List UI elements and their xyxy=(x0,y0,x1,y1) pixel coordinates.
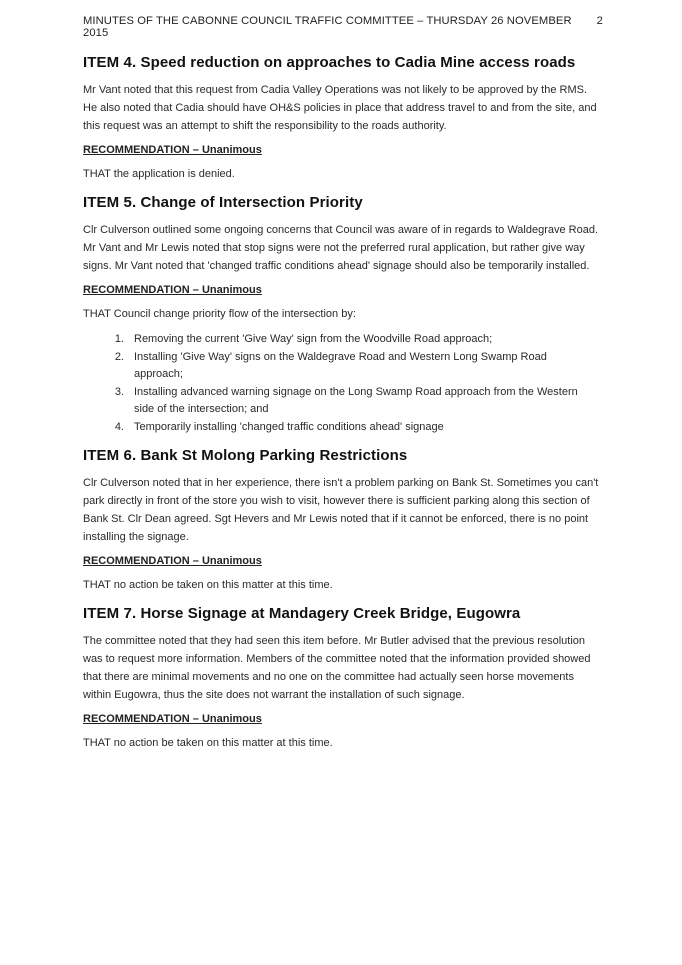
item-4-discussion: Mr Vant noted that this request from Cadia Valley Operations was not likely to be approved by the RMS. He also noted that Cadia should have OH&S policies in place that address travel to and from the site, and this request was an attempt to shift the responsibility to the roads authority. xyxy=(83,84,597,132)
list-item-number: 3. xyxy=(114,385,124,398)
item-7-recommendation-label: RECOMMENDATION – Unanimous xyxy=(83,713,262,725)
list-item-number: 2. xyxy=(114,350,124,363)
item-7-resolution: THAT no action be taken on this matter at this time. xyxy=(83,737,333,749)
list-item-text: Temporarily installing 'changed traffic conditions ahead' signage xyxy=(134,420,444,433)
header-title: MINUTES OF THE CABONNE COUNCIL TRAFFIC COMMITTEE – THURSDAY 26 NOVEMBER 2015 xyxy=(83,15,572,39)
page-header xyxy=(83,15,603,39)
list-item xyxy=(83,419,603,437)
item-5-resolution: THAT Council change priority flow of the intersection by: xyxy=(83,308,356,320)
item-5-action-list xyxy=(83,331,603,436)
item-6-resolution: THAT no action be taken on this matter at this time. xyxy=(83,579,333,591)
item-5-recommendation-label: RECOMMENDATION – Unanimous xyxy=(83,284,262,296)
item-4-resolution: THAT the application is denied. xyxy=(83,168,235,180)
item-6-discussion: Clr Culverson noted that in her experience, there isn't a problem parking on Bank St. Sometimes you can't park directly in front of the store you wish to visit, however there is sufficient parking along this section of Bank St. Clr Dean agreed. Sgt Hevers and Mr Lewis noted that if it cannot be enforced, there is no point installing the signage. xyxy=(83,477,599,543)
list-item-text: Installing 'Give Way' signs on the Waldegrave Road and Western Long Swamp Road approach; xyxy=(134,350,547,380)
item-4-heading: ITEM 4. Speed reduction on approaches to Cadia Mine access roads xyxy=(83,54,576,71)
list-item xyxy=(83,331,603,349)
page-number: 2 xyxy=(596,15,603,27)
item-7-heading: ITEM 7. Horse Signage at Mandagery Creek Bridge, Eugowra xyxy=(83,605,521,622)
item-5-section xyxy=(83,193,603,436)
list-item-number: 4. xyxy=(114,420,124,433)
list-item-number: 1. xyxy=(114,333,124,345)
item-4-section xyxy=(83,53,603,183)
minutes-body xyxy=(83,53,603,762)
item-6-heading: ITEM 6. Bank St Molong Parking Restrictions xyxy=(83,447,408,464)
list-item xyxy=(83,349,603,384)
item-6-section xyxy=(83,446,603,594)
item-4-recommendation-label: RECOMMENDATION – Unanimous xyxy=(83,144,262,156)
item-6-recommendation-label: RECOMMENDATION – Unanimous xyxy=(83,555,262,567)
item-7-discussion: The committee noted that they had seen this item before. Mr Butler advised that the previous resolution was to request more information. Members of the committee noted that the information provided showed that there are minimal movements and no one on the committee had actually seen horse movements within Eugowra, thus the site does not warrant the installation of such signage. xyxy=(83,635,591,701)
item-5-heading: ITEM 5. Change of Intersection Priority xyxy=(83,194,363,211)
item-5-discussion: Clr Culverson outlined some ongoing concerns that Council was aware of in regards to Waldegrave Road. Mr Vant and Mr Lewis noted that stop signs were not the preferred rural application, but rather give way signs. Mr Vant noted that 'changed traffic conditions ahead' signage should also be temporarily installed. xyxy=(83,224,599,272)
list-item xyxy=(83,384,603,419)
item-7-section xyxy=(83,604,603,752)
list-item-text: Removing the current 'Give Way' sign from the Woodville Road approach; xyxy=(134,333,493,345)
list-item-text: Installing advanced warning signage on the Long Swamp Road approach from the Western side of the intersection; and xyxy=(134,385,578,415)
